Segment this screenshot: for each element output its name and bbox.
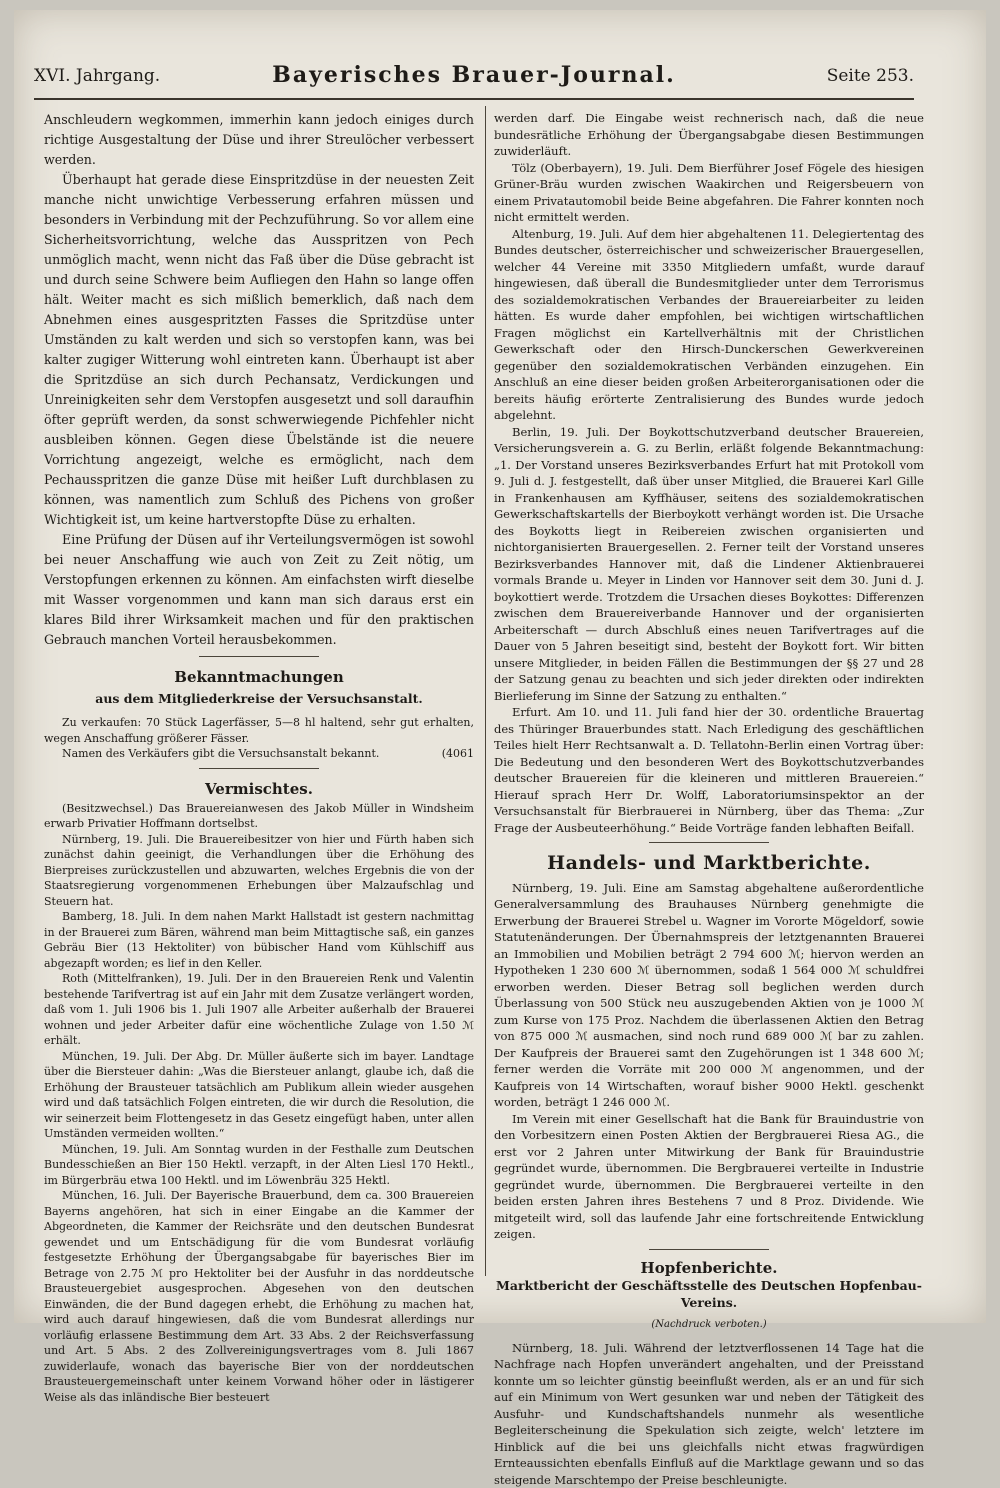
- separator: [649, 842, 769, 843]
- news-item: Nürnberg, 18. Juli. Während der letztverflossenen 14 Tage hat die Nachfrage nach Hopfen unverändert angehalten, und der Preisstand konnte um so leichter günstig beeinflußt werden, als er an und für sich auf ein Minimum von Wert gesunken war und neben der Tätigkeit des Ausfuhr- und Kundschaftshandels nunmehr als wesentliche Begleiterscheinung die Spekulation sich zeigte, welch' letztere im Hinblick auf die bei uns gleichfalls nicht etwas fragwürdigen Ernteaussichten ebenfalls Einfluß auf die Marktlage gewann und so das steigende Marschtempo der Preise beschleunigte.: [494, 1340, 924, 1488]
- notice-text: Zu verkaufen: 70 Stück Lagerfässer, 5—8 hl haltend, sehr gut erhalten, wegen Anschaffung größerer Fässer.: [44, 715, 474, 746]
- news-item: Tölz (Oberbayern), 19. Juli. Dem Bierführer Josef Fögele des hiesigen Grüner-Bräu wurden zwischen Waakirchen und Reigersbeuern von einem Privatautomobil beide Beine abgefahren. Die Fahrer konnten noch nicht ermittelt werden.: [494, 160, 924, 226]
- news-item: Erfurt. Am 10. und 11. Juli fand hier der 30. ordentliche Brauertag des Thüringer Brauerbundes statt. Nach Erledigung des geschäftlichen Teiles hielt Herr Rechtsanwalt a. D. Tellatohn-Berlin einen Vortrag über: Die Bedeutung und den besonderen Wert des Boykottschutzverbandes deutscher Brauereien für die kleineren und mittleren Brauereien.“ Hierauf sprach Herr Dr. Wolff, Laboratoriumsinspektor an der Versuchsanstalt für Bierbrauerei in Nürnberg, über das Thema: „Zur Frage der Ausbeuteerhöhung.“ Beide Vorträge fanden lebhaften Beifall.: [494, 704, 924, 836]
- page-number: Seite 253.: [827, 66, 914, 86]
- section-subtitle: aus dem Mitgliederkreise der Versuchsanstalt.: [44, 689, 474, 709]
- news-item: werden darf. Die Eingabe weist rechnerisch nach, daß die neue bundesrätliche Erhöhung der Übergangsabgabe diesen Bestimmungen zuwiderläuft.: [494, 110, 924, 160]
- paragraph: Überhaupt hat gerade diese Einspritzdüse in der neuesten Zeit manche nicht unwichtige Verbesserung erfahren müssen und besonders in Verbindung mit der Pechzuführung. So vor allem eine Sicherheitsvorrichtung, welche das Ausspritzen von Pech unmöglich macht, wenn nicht das Faß über die Düse gebracht ist und durch seine Schwere beim Aufliegen den Hahn so lange offen hält. Weiter macht es sich mißlich bemerklich, daß nach dem Abnehmen eines ausgespritzten Fasses die Spritzdüse unter Umständen zu kalt werden und sich so verstopfen kann, was bei kalter zugiger Witterung wohl eintreten kann. Überhaupt ist aber die Spritzdüse an sich durch Pechansatz, Verdickungen und Unreinigkeiten sehr dem Verstopfen ausgesetzt und soll daraufhin öfter geprüft werden, da sonst schwerwiegende Pichfehler nicht ausbleiben können. Gegen diese Übelstände ist die neuere Vorrichtung angezeigt, welche es ermöglicht, nach dem Pechausspritzen die ganze Düse mit heißer Luft durchblasen zu können, was namentlich zum Schluß des Pichens von großer Wichtigkeit ist, um keine hartverstopfte Düse zu erhalten.: [44, 170, 474, 530]
- news-item: München, 16. Juli. Der Bayerische Brauerbund, dem ca. 300 Brauereien Bayerns angehören, hat sich in einer Eingabe an die Kammer der Abgeordneten, die Kammer der Reichsräte und den deutschen Bundesrat gewendet und um Entschädigung für die vom Bundesrat vorläufig festgesetzte Erhöhung der Übergangsabgabe für bayerisches Bier im Betrage von 2.75 ℳ pro Hektoliter bei der Ausfuhr in das norddeutsche Brausteuergebiet ausgesprochen. Abgesehen von den deutschen Einwänden, die der Bund dagegen erhebt, die Erhöhung zu machen hat, wird auch darauf hingewiesen, daß die vom Bundesrat allerdings nur vorläufig erlassene Bestimmung dem Art. 33 Abs. 2 der Reichsverfassung und Art. 5 Abs. 2 des Zollvereinigungsvertrages vom 8. Juli 1867 zuwiderlaufe, wonach das bayerische Bier von der norddeutschen Brausteuergemeinschaft unter keinem Vorwand höher oder in lästigerer Weise als das inländische Bier besteuert: [44, 1188, 474, 1405]
- notice-number: (4061: [424, 746, 474, 762]
- separator: [199, 656, 319, 657]
- reprint-notice: (Nachdruck verboten.): [494, 1317, 924, 1334]
- page-header: [34, 60, 914, 94]
- section-title-hopfenberichte: Hopfenberichte.: [494, 1260, 924, 1277]
- paragraph: Anschleudern wegkommen, immerhin kann jedoch einiges durch richtige Ausgestaltung der Düse und ihrer Streulöcher verbessert werden.: [44, 110, 474, 170]
- journal-title: Bayerisches Brauer-Journal.: [34, 62, 914, 88]
- news-item: München, 19. Juli. Am Sonntag wurden in der Festhalle zum Deutschen Bundesschießen an Bier 150 Hektl. verzapft, in der Alten Liesl 170 Hektl., im Bürgerbräu etwa 100 Hektl. und im Löwenbräu 325 Hektl.: [44, 1142, 474, 1189]
- section-title-bekanntmachungen: Bekanntmachungen: [44, 667, 474, 687]
- newspaper-page: [14, 10, 986, 1323]
- column-divider: [485, 106, 486, 1276]
- right-column: [494, 110, 924, 1300]
- section-subtitle: Marktbericht der Geschäftsstelle des Deutschen Hopfenbau-Vereins.: [494, 1278, 924, 1311]
- news-item: Roth (Mittelfranken), 19. Juli. Der in den Brauereien Renk und Valentin bestehende Tarifvertrag ist auf ein Jahr mit dem Zusatze verlängert worden, daß vom 1. Juli 1906 bis 1. Juli 1907 alle Arbeiter außerhalb der Brauerei wohnen und jeder Arbeiter dafür eine wöchentliche Zulage von 1.50 ℳ erhält.: [44, 971, 474, 1049]
- news-item: Altenburg, 19. Juli. Auf dem hier abgehaltenen 11. Delegiertentag des Bundes deutscher, österreichischer und schweizerischer Brauergesellen, welcher 44 Vereine mit 3350 Mitgliedern umfaßt, wurde darauf hingewiesen, daß überall die Bundesmitglieder unter dem Terrorismus des sozialdemokratischen Verbandes der Brauereiarbeiter zu leiden hätten. Es wurde daher empfohlen, bei wichtigen wirtschaftlichen Fragen möglichst ein Kartellverhältnis mit der Christlichen Gewerkschaft oder den Hirsch-Dunckerschen Gewerkvereinen gegenüber den sozialdemokratischen Verbänden einzugehen. Ein Anschluß an eine dieser beiden großen Arbeiterorganisationen oder die bereits häufig erörterte Zentralisierung des Bundes wurde jedoch abgelehnt.: [494, 226, 924, 424]
- news-item: Im Verein mit einer Gesellschaft hat die Bank für Brauindustrie von den Vorbesitzern einen Posten Aktien der Bergbrauerei Riesa AG., die erst vor 2 Jahren unter Mitwirkung der Bank für Brauindustrie gegründet wurde, übernommen. Die Bergbrauerei verteilte in Industrie gegründet wurde, übernommen. Die Bergbrauerei verteilte in den beiden ersten Jahren ihres Bestehens 7 und 8 Proz. Dividende. Wie mitgeteilt wird, soll das laufende Jahr eine fortschreitende Entwicklung zeigen.: [494, 1111, 924, 1243]
- news-item: Bamberg, 18. Juli. In dem nahen Markt Hallstadt ist gestern nachmittag in der Brauerei zum Bären, während man beim Mittagtische saß, ein ganzes Gebräu Bier (13 Hektoliter) von bübischer Hand vom Kühlschiff aus abgezapft worden; es lief in den Keller.: [44, 909, 474, 971]
- news-item: Berlin, 19. Juli. Der Boykottschutzverband deutscher Brauereien, Versicherungsverein a. G. zu Berlin, erläßt folgende Bekanntmachung: „1. Der Vorstand unseres Bezirksverbandes Erfurt hat mit Protokoll vom 9. Juli d. J. festgestellt, daß über unser Mitglied, die Brauerei Karl Gille in Frankenhausen am Kyffhäuser, seitens des sozialdemokratischen Gewerkschaftskartells der Bierboykott verhängt worden ist. Die Ursache des Boykotts liegt in Reibereien zwischen organisierten und nichtorganisierten Brauergesellen. 2. Ferner teilt der Vorstand unseres Bezirksverbandes Hannover mit, daß die Lindener Aktienbrauerei vormals Brande u. Meyer in Linden vor Hannover seit dem 30. Juni d. J. boykottiert werde. Trotzdem die Ursachen dieses Boykottes: Differenzen zwischen dem Brauereiverbande Hannover und der organisierten Arbeiterschaft — durch Abschluß eines neuen Tarifvertrages auf die Dauer von 5 Jahren beseitigt sind, besteht der Boykott fort. Wir bitten unsere Mitglieder, in beiden Fällen die Bestimmungen der §§ 27 und 28 der Satzung genau zu beachten und sich jeder direkten oder indirekten Bierlieferung im Sinne der Satzung zu enthalten.“: [494, 424, 924, 705]
- header-rule: [34, 98, 914, 100]
- volume-label: XVI. Jahrgang.: [34, 66, 160, 86]
- news-item: (Besitzwechsel.) Das Brauereianwesen des Jakob Müller in Windsheim erwarb Privatier Hoffmann dortselbst.: [44, 801, 474, 832]
- news-item: Nürnberg, 19. Juli. Die Brauereibesitzer von hier und Fürth haben sich zunächst dahin geeinigt, die Verhandlungen über die Erhöhung des Bierpreises zurückzustellen und abzuwarten, welches Ergebnis die von der Staatsregierung vorgenommenen Erhebungen über Malzaufschlag und Steuern hat.: [44, 832, 474, 910]
- left-column: [44, 110, 474, 1300]
- news-item: Nürnberg, 19. Juli. Eine am Samstag abgehaltene außerordentliche Generalversammlung des Brauhauses Nürnberg genehmigte die Erwerbung der Brauerei Strebel u. Wagner im Vororte Mögeldorf, sowie Statutenänderungen. Der Übernahmspreis der letztgenannten Brauerei an Immobilien und Mobilien beträgt 2 794 600 ℳ; hiervon werden an Hypotheken 1 230 600 ℳ übernommen, sodaß 1 564 000 ℳ schuldfrei erworben werden. Dieser Betrag soll beglichen werden durch Überlassung von 500 Stück neu auszugebenden Aktien von je 1000 ℳ zum Kurse von 175 Proz. Nachdem die überlassenen Aktien den Betrag von 875 000 ℳ ausmachen, sind noch rund 689 000 ℳ bar zu zahlen. Der Kaufpreis der Brauerei samt den Zugehörungen ist 1 348 600 ℳ; ferner werden die Vorräte mit 200 000 ℳ angenommen, und der Kaufpreis von 14 Wirtschaften, worauf bisher 9000 Hektl. geschenkt worden, beträgt 1 246 000 ℳ.: [494, 880, 924, 1111]
- section-title-vermischtes: Vermischtes.: [44, 779, 474, 799]
- section-title-handelsberichte: Handels- und Marktberichte.: [494, 855, 924, 872]
- paragraph: Eine Prüfung der Düsen auf ihr Verteilungsvermögen ist sowohl bei neuer Anschaffung wie auch von Zeit zu Zeit nötig, um Verstopfungen erkennen zu können. Am einfachsten wirft dieselbe mit Wasser vorgenommen und kann man sich daraus erst ein klares Bild ihrer Wirksamkeit machen und für den praktischen Gebrauch manchen Vorteil herausbekommen.: [44, 530, 474, 650]
- separator: [199, 768, 319, 769]
- news-item: München, 19. Juli. Der Abg. Dr. Müller äußerte sich im bayer. Landtage über die Biersteuer dahin: „Was die Biersteuer anlangt, glaube ich, daß die Erhöhung der Brausteuer tatsächlich am Publikum allein wieder ausgehen wird und daß tatsächlich Folgen eintreten, die wir durch die Resolution, die wir seinerzeit beim Flottengesetz in das Gesetz eingefügt haben, unter allen Umständen vermeiden wollten.“: [44, 1049, 474, 1142]
- separator: [649, 1249, 769, 1250]
- notice-source: Namen des Verkäufers gibt die Versuchsanstalt bekannt.: [62, 747, 379, 760]
- notice-text: [44, 746, 474, 762]
